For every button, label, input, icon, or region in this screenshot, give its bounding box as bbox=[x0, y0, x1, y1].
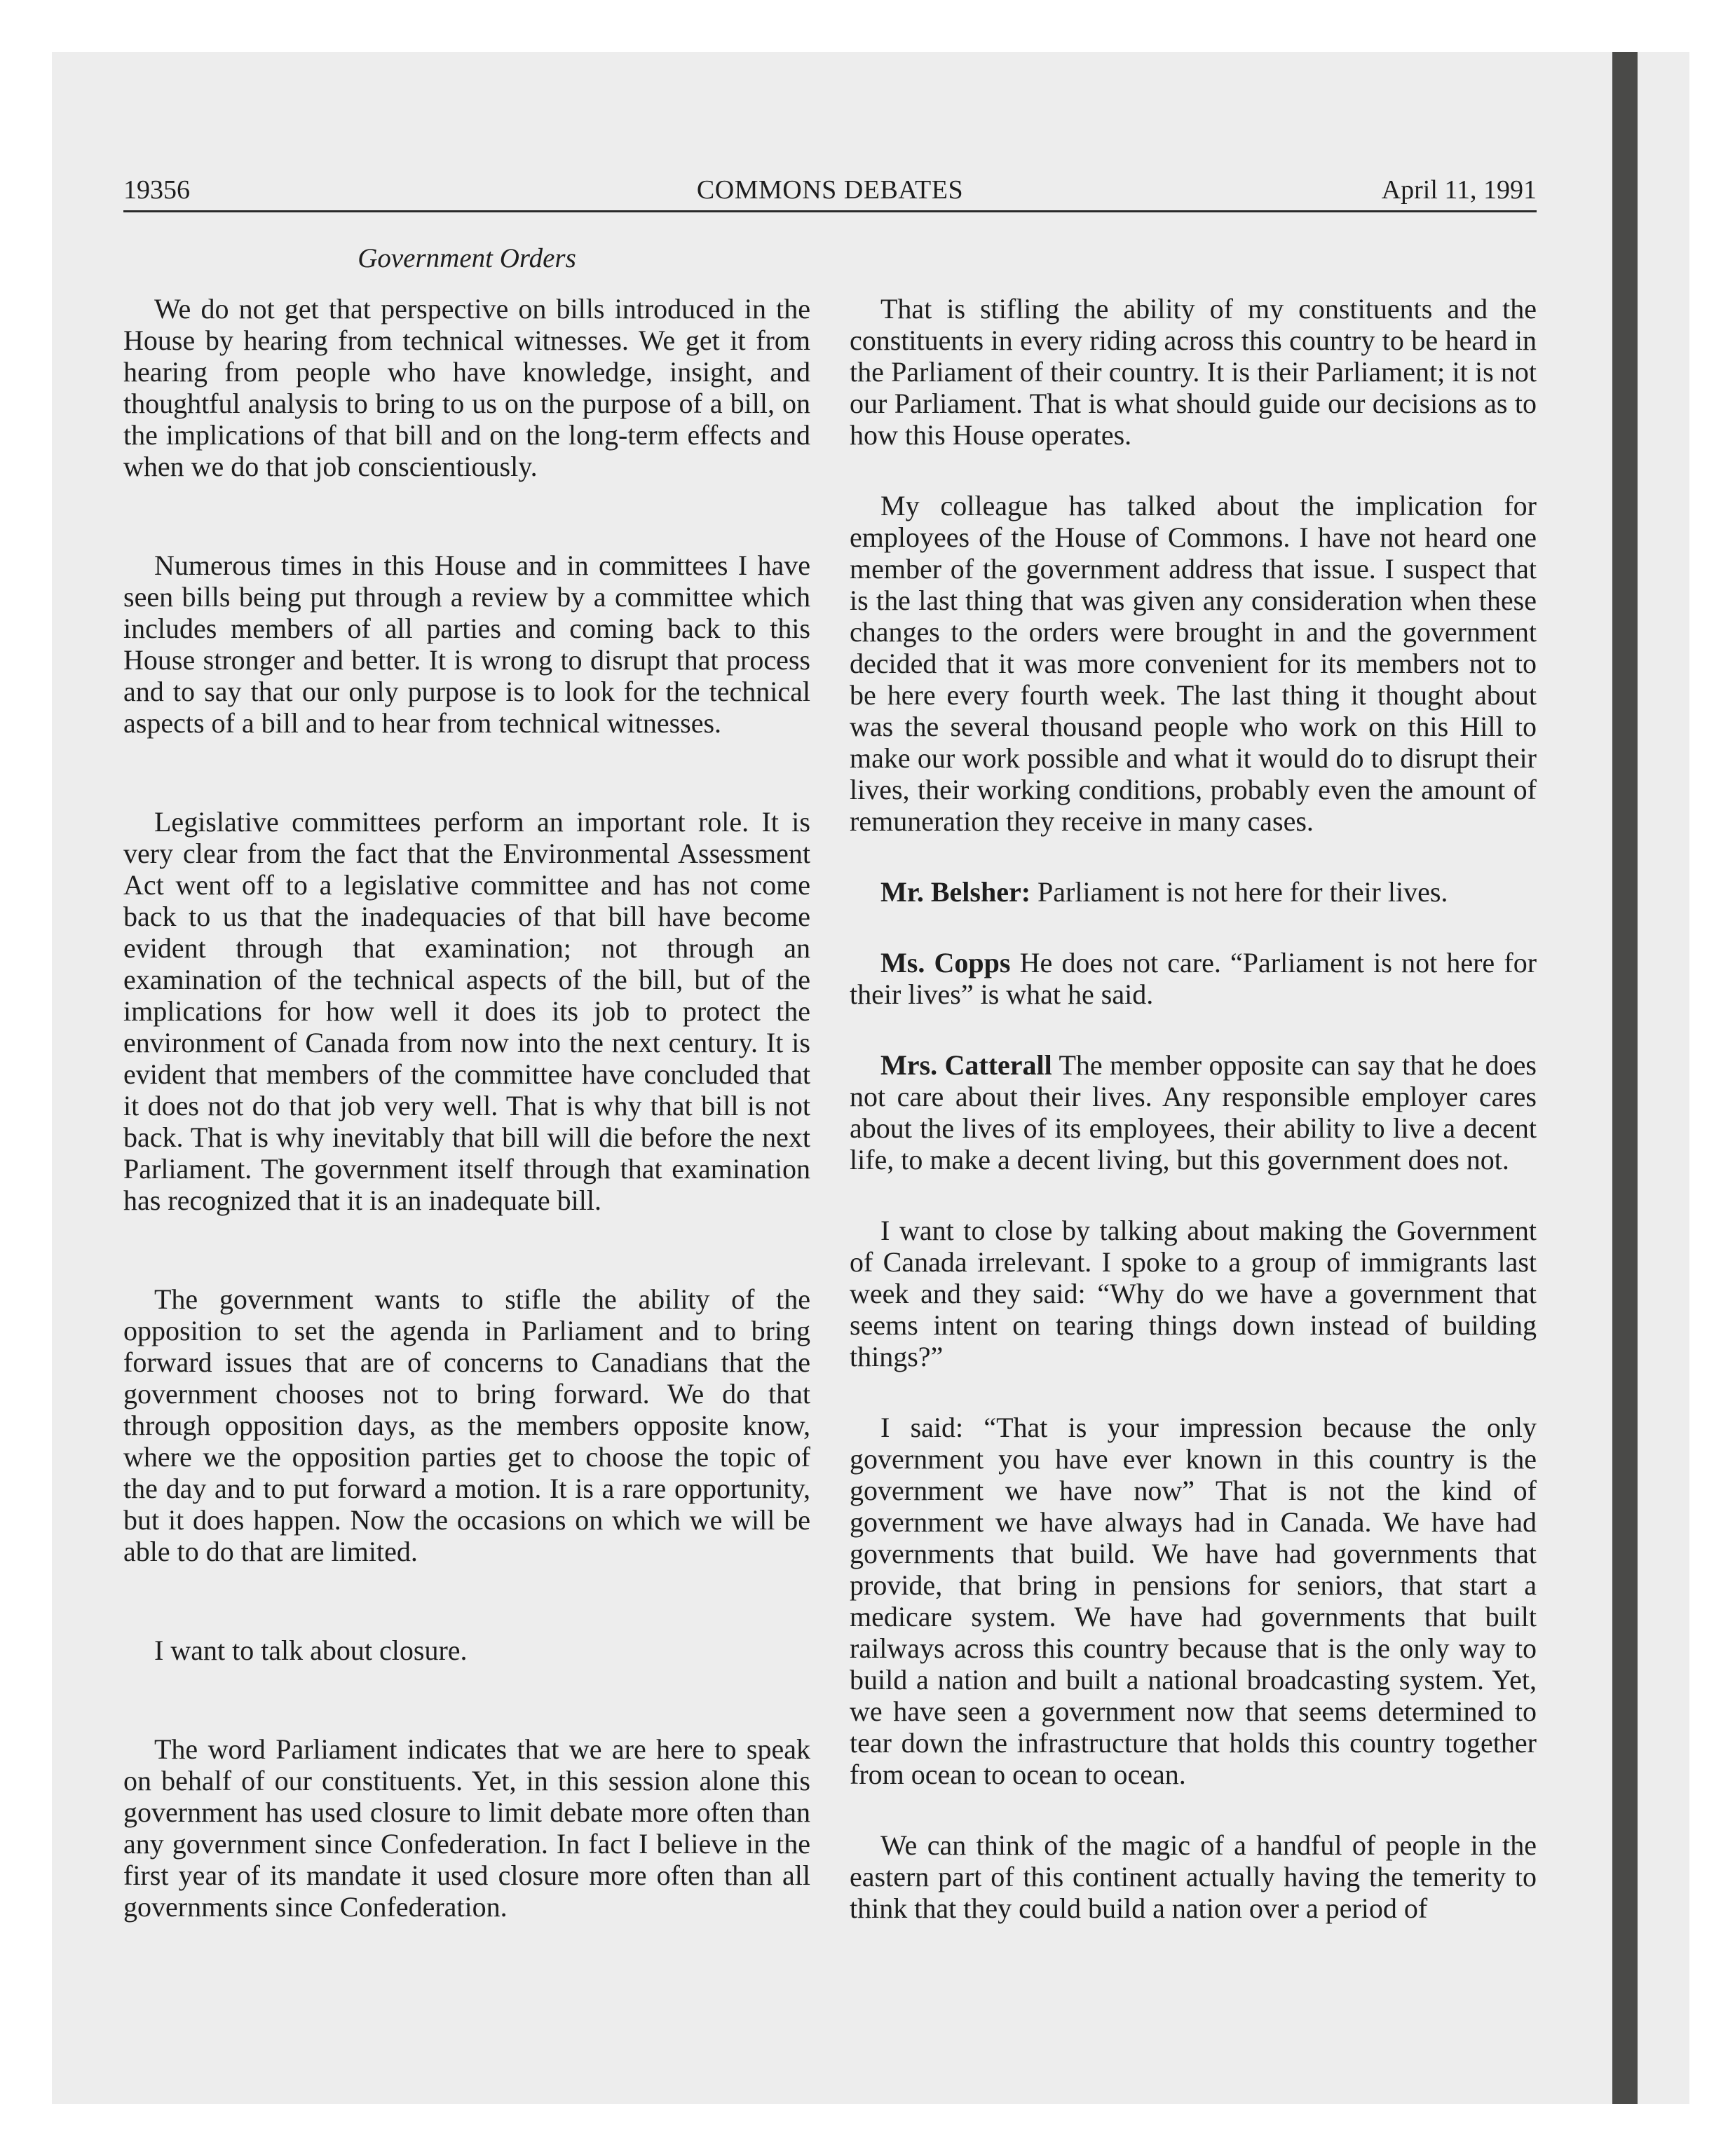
paragraph: The word Parliament indicates that we are here to speak on behalf of our constituents. Yet, in this session alone this government has used closure to limit debate more often than any government since Confederation. In fact I believe in the first year of its mandate it used closure more often than all governments since Confederation. bbox=[123, 1733, 810, 1923]
speech-copps bbox=[850, 947, 1537, 1010]
page-number: 19356 bbox=[123, 175, 190, 205]
speech-text: He does not care. “Parliament is not here for their lives” is what he said. bbox=[850, 947, 1537, 1010]
journal-title: COMMONS DEBATES bbox=[696, 175, 964, 205]
paragraph: We can think of the magic of a handful of people in the eastern part of this continent actually having the temerity to think that they could build a nation over a period of bbox=[850, 1829, 1537, 1924]
speech-text: The member opposite can say that he does not care about their lives. Any responsible employer cares about the lives of its employees, their ability to live a decent life, to make a decent living, but this government does not. bbox=[850, 1049, 1537, 1175]
paragraph: The government wants to stifle the ability of the opposition to set the agenda in Parliament and to bring forward issues that are of concerns to Canadians that the government chooses not to bring forward. We do that through opposition days, as the members opposite know, where we the opposition parties get to choose the topic of the day and to put forward a motion. It is a rare opportunity, but it does happen. Now the occasions on which we will be able to do that are limited. bbox=[123, 1283, 810, 1567]
speaker-name: Ms. Copps bbox=[880, 947, 1011, 978]
speech-text: Parliament is not here for their lives. bbox=[1030, 876, 1448, 908]
paragraph: We do not get that perspective on bills introduced in the House by hearing from technical witnesses. We get it from hearing from people who have knowledge, insight, and thoughtful analysis to bring to us on the purpose of a bill, on the implications of that bill and on the long-term effects and when we do that job conscientiously. bbox=[123, 293, 810, 482]
header-rule bbox=[123, 210, 1537, 212]
paragraph: Legislative committees perform an important role. It is very clear from the fact that the Environmental Assessment Act went off to a legislative committee and has not come back to us that the inadequacies of that bill have become evident through that examination; not through an examination of the technical aspects of the bill, but of the implications for how well it does its job to protect the environment of Canada from now into the next century. It is evident that members of the committee have concluded that it does not do that job very well. That is why that bill is not back. That is why inevitably that bill will die before the next Parliament. The government itself through that examination has recognized that it is an inadequate bill. bbox=[123, 806, 810, 1216]
issue-date: April 11, 1991 bbox=[1381, 175, 1537, 205]
paragraph: That is stifling the ability of my constituents and the constituents in every riding across this country to be heard in the Parliament of their country. It is their Parliament; it is not our Parliament. That is what should guide our decisions as to how this House operates. bbox=[850, 293, 1537, 451]
speaker-name: Mrs. Catterall bbox=[880, 1049, 1052, 1081]
paragraph: I want to talk about closure. bbox=[154, 1635, 468, 1666]
left-column bbox=[123, 293, 810, 1923]
speaker-name: Mr. Belsher: bbox=[880, 876, 1031, 908]
running-header bbox=[123, 172, 1537, 207]
right-column bbox=[850, 293, 1537, 1924]
speech-catterall bbox=[850, 1049, 1537, 1175]
paragraph: I want to close by talking about making the Government of Canada irrelevant. I spoke to a group of immigrants last week and they said: “Why do we have a government that seems intent on tearing things down instead of building things?” bbox=[850, 1215, 1537, 1372]
paragraph: My colleague has talked about the implication for employees of the House of Commons. I have not heard one member of the government address that issue. I suspect that is the last thing that was given any consideration when these changes to the orders were brought in and the government decided that it was more convenient for its members not to be here every fourth week. The last thing it thought about was the several thousand people who work on this Hill to make our work possible and what it would do to disrupt their lives, their working conditions, probably even the amount of remuneration they receive in many cases. bbox=[850, 490, 1537, 837]
section-title: Government Orders bbox=[358, 243, 576, 273]
speech-belsher bbox=[850, 876, 1537, 908]
paragraph: Numerous times in this House and in committees I have seen bills being put through a review by a committee which includes members of all parties and coming back to this House stronger and better. It is wrong to disrupt that process and to say that our only purpose is to look for the technical aspects of a bill and to hear from technical witnesses. bbox=[123, 550, 810, 739]
paragraph: I said: “That is your impression because the only government you have ever known in this country is the government we have now” That is not the kind of government we have always had in Canada. We have had governments that build. We have had governments that provide, that bring in pensions for seniors, that start a medicare system. We have had governments that built railways across this country because that is the only way to build a nation and built a national broadcasting system. Yet, we have seen a government now that seems determined to tear down the infrastructure that holds this country together from ocean to ocean to ocean. bbox=[850, 1412, 1537, 1790]
scan-edge-shadow bbox=[1612, 52, 1638, 2104]
